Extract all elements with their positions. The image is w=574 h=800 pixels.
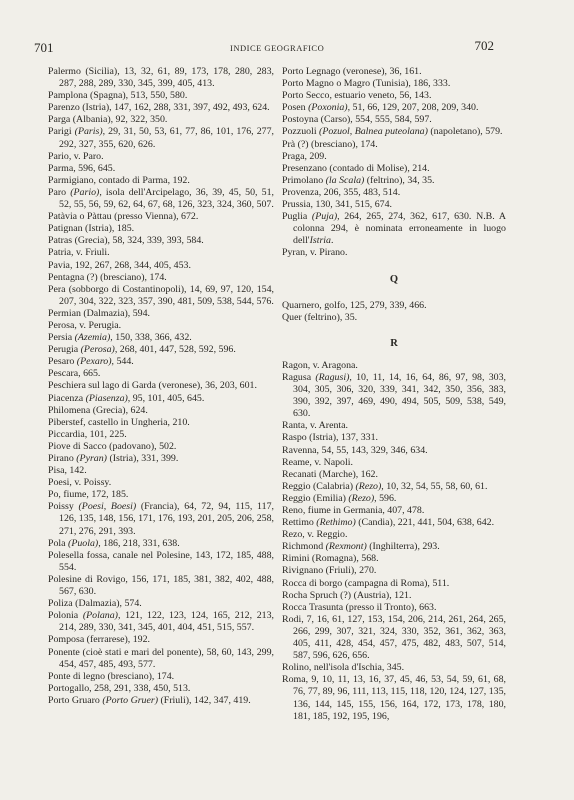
entry-text: , 10, 11, 14, 16, 64, 86, 97, 98, 303, 304, 305, 306, 320, 339, 341, 342, 350, 356, 383, 390, 392, 397, 469, 490, 494, 505, 509, 538, 549, 630. bbox=[293, 371, 506, 420]
entry-text: Poesi, v. Poissy. bbox=[48, 477, 112, 489]
entry-variant-name: (Rexmont) bbox=[325, 541, 367, 553]
entry-text: Quarnero, golfo, 125, 279, 339, 466. bbox=[282, 299, 427, 311]
index-entry bbox=[48, 272, 274, 284]
entry-text: , isola dell'Arcipelago, 36, 39, 45, 50, 51, 52, 55, 56, 59, 62, 64, 67, 68, 126, 323, 324, 360, 507. bbox=[59, 186, 274, 211]
entry-variant-name: (Pexaro) bbox=[76, 356, 112, 368]
index-entry bbox=[282, 102, 506, 114]
entry-text: Pyran, v. Pirano. bbox=[282, 247, 348, 259]
entry-text: , 264, 265, 274, 362, 617, 630. N.B. A colonna 294, è nominata erroneamente in luogo dell' bbox=[293, 211, 506, 247]
entry-text: Ravenna, 54, 55, 143, 329, 346, 634. bbox=[282, 444, 428, 456]
entry-text: Reame, v. Napoli. bbox=[282, 456, 353, 468]
entry-text: Poliza (Dalmazia), 574. bbox=[48, 598, 142, 610]
entry-text: , 544. bbox=[111, 356, 134, 368]
entry-text: Pola bbox=[48, 537, 69, 549]
entry-text: Richmond bbox=[282, 541, 326, 553]
entry-text: Ponte di legno (bresciano), 174. bbox=[48, 670, 175, 682]
index-entry bbox=[282, 163, 506, 175]
entry-text: Parenzo (Istria), 147, 162, 288, 331, 397, 492, 493, 624. bbox=[48, 102, 270, 114]
index-entry bbox=[48, 550, 274, 574]
index-entry bbox=[48, 417, 274, 429]
index-entry bbox=[282, 199, 506, 211]
entry-text: Perugia bbox=[48, 344, 81, 356]
page-number-right: 702 bbox=[474, 38, 494, 53]
index-entry bbox=[48, 405, 274, 417]
entry-text: Pario, v. Paro. bbox=[48, 150, 104, 162]
entry-text: Reno, fiume in Germania, 407, 478. bbox=[282, 505, 425, 516]
entry-text: Philomena (Grecia), 624. bbox=[48, 404, 148, 416]
index-entry bbox=[48, 211, 274, 223]
index-entry bbox=[48, 501, 274, 537]
entry-variant-name: (Puola) bbox=[68, 537, 99, 549]
entry-text: Polesine di Rovigo, 156, 171, 185, 381, 382, 402, 488, 567, 630. bbox=[48, 573, 274, 598]
index-entry bbox=[282, 578, 506, 590]
entry-text: Patàvia o Pàttau (presso Vienna), 672. bbox=[48, 211, 199, 223]
index-entry bbox=[48, 465, 274, 477]
index-entry bbox=[282, 114, 506, 126]
index-entry bbox=[48, 320, 274, 332]
entry-text: Ponente (cioè stati e mari del ponente), 58, 60, 143, 299, 454, 457, 485, 493, 577. bbox=[48, 646, 274, 670]
entry-text: Pentagna (?) (bresciano), 174. bbox=[48, 271, 167, 283]
index-entry bbox=[282, 247, 506, 259]
index-entry bbox=[48, 235, 274, 247]
entry-text: Pozzuoli bbox=[282, 126, 320, 138]
index-entry bbox=[48, 647, 274, 671]
entry-text: Piccardia, 101, 225. bbox=[48, 428, 127, 440]
entry-text: Rocha Spruch (?) (Austria), 121. bbox=[282, 589, 412, 601]
entry-text: Praga, 209. bbox=[282, 150, 327, 162]
entry-text: Palermo (Sicilia), 13, 32, 61, 89, 173, 178, 280, 283, 287, 288, 289, 330, 345, 399, 405, 413. bbox=[48, 66, 274, 90]
index-entry bbox=[282, 211, 506, 247]
index-entry bbox=[48, 429, 274, 441]
entry-variant-name: (Pario) bbox=[70, 186, 100, 198]
index-entry bbox=[48, 151, 274, 163]
entry-text: Portogallo, 258, 291, 338, 450, 513. bbox=[48, 682, 191, 694]
right-column-r-entries bbox=[282, 360, 506, 723]
index-entry bbox=[282, 139, 506, 151]
index-entry bbox=[48, 356, 274, 368]
entry-text: (feltrino), 34, 35. bbox=[364, 174, 435, 186]
entry-text: Pisa, 142. bbox=[48, 465, 87, 477]
entry-text: Porto Magno o Magro (Tunisia), 186, 333. bbox=[282, 78, 451, 90]
entry-text: Pesaro bbox=[48, 356, 77, 368]
index-entry bbox=[282, 614, 506, 662]
entry-text: , 29, 31, 50, 53, 61, 77, 86, 101, 176, 277, 292, 327, 355, 620, 626. bbox=[59, 126, 274, 150]
index-entry bbox=[48, 247, 274, 259]
index-entry bbox=[48, 368, 274, 380]
index-entry bbox=[282, 662, 506, 674]
entry-text: Patras (Grecia), 58, 324, 339, 393, 584. bbox=[48, 235, 204, 247]
index-entry bbox=[48, 260, 274, 272]
entry-text: Parma, 596, 645. bbox=[48, 162, 116, 174]
index-entry bbox=[48, 332, 274, 344]
index-entry bbox=[282, 553, 506, 565]
index-entry bbox=[48, 538, 274, 550]
index-entry bbox=[48, 683, 274, 695]
entry-variant-name: (Rezo) bbox=[348, 492, 375, 504]
index-entry bbox=[282, 90, 506, 102]
index-entry bbox=[282, 590, 506, 602]
index-entry bbox=[282, 420, 506, 432]
entry-text: Parga (Albania), 92, 322, 350. bbox=[48, 114, 168, 126]
entry-text: Reggio (Calabria) bbox=[282, 480, 356, 492]
entry-text: Pamplona (Spagna), 513, 550, 580. bbox=[48, 90, 188, 102]
entry-text: Ragon, v. Aragona. bbox=[282, 359, 358, 371]
entry-text: Prussia, 130, 341, 515, 674. bbox=[282, 199, 392, 211]
index-entry bbox=[282, 481, 506, 493]
index-entry bbox=[48, 90, 274, 102]
entry-text: Pescara, 665. bbox=[48, 368, 101, 380]
entry-text: (Inghilterra), 293. bbox=[366, 541, 440, 553]
entry-variant-name: (la Scala) bbox=[325, 174, 365, 186]
entry-text: Presenzano (contado di Molise), 214. bbox=[282, 162, 430, 174]
entry-text: , 51, 66, 129, 207, 208, 209, 340. bbox=[347, 102, 479, 114]
index-entry bbox=[48, 634, 274, 646]
entry-variant-name: (Ragusi) bbox=[315, 371, 350, 383]
index-entry bbox=[282, 445, 506, 457]
entry-text: Porto Secco, estuario veneto, 56, 143. bbox=[282, 90, 432, 102]
page-number-left: 701 bbox=[34, 40, 54, 55]
index-entry bbox=[48, 671, 274, 683]
entry-text: Porto Legnago (veronese), 36, 161. bbox=[282, 66, 422, 77]
entry-text: Primolano bbox=[282, 174, 326, 186]
index-entry bbox=[48, 393, 274, 405]
index-entry bbox=[282, 175, 506, 187]
entry-text: Rezo, v. Reggio. bbox=[282, 529, 348, 541]
entry-text: Rettimo bbox=[282, 517, 317, 529]
entry-variant-name: (Poxonia) bbox=[308, 102, 348, 114]
index-entry bbox=[282, 529, 506, 541]
index-entry bbox=[282, 360, 506, 372]
entry-text: , 121, 122, 123, 124, 165, 212, 213, 214, 289, 330, 341, 345, 401, 404, 451, 515, 557. bbox=[59, 610, 274, 634]
index-entry bbox=[48, 102, 274, 114]
index-entry bbox=[282, 78, 506, 90]
index-entry bbox=[282, 517, 506, 529]
entry-text: Recanati (Marche), 162. bbox=[282, 468, 378, 480]
entry-variant-name: (Piasenza) bbox=[85, 392, 128, 404]
index-entry bbox=[48, 453, 274, 465]
entry-text: Piacenza bbox=[48, 392, 86, 404]
index-entry bbox=[48, 175, 274, 187]
section-letter-r: R bbox=[390, 337, 398, 349]
index-entry bbox=[48, 380, 274, 392]
entry-text: (Candia), 221, 441, 504, 638, 642. bbox=[355, 517, 495, 529]
entry-text: Postoyna (Carso), 554, 555, 584, 597. bbox=[282, 114, 432, 126]
section-letter-q: Q bbox=[389, 273, 399, 285]
entry-text: , 268, 401, 447, 528, 592, 596. bbox=[114, 344, 236, 356]
entry-text: Prà (?) (bresciano), 174. bbox=[282, 138, 378, 150]
index-entry bbox=[48, 308, 274, 320]
entry-text: Rocca di borgo (campagna di Roma), 511. bbox=[282, 577, 450, 589]
entry-text: . bbox=[331, 235, 334, 247]
entry-text: Polonia bbox=[48, 610, 83, 622]
index-entry bbox=[282, 126, 506, 138]
entry-text: Patria, v. Friuli. bbox=[48, 247, 110, 259]
index-entry bbox=[282, 469, 506, 481]
entry-text: Piberstef, castello in Ungheria, 210. bbox=[48, 416, 190, 428]
entry-text: Pirano bbox=[48, 453, 77, 464]
entry-text: Parmigiano, contado di Parma, 192. bbox=[48, 174, 190, 186]
index-entry bbox=[48, 163, 274, 175]
entry-variant-name: (Pyran) bbox=[76, 453, 107, 464]
entry-text: Piove di Sacco (padovano), 502. bbox=[48, 440, 177, 452]
entry-text: Pomposa (ferrarese), 192. bbox=[48, 634, 151, 646]
entry-text: Posen bbox=[282, 102, 309, 114]
entry-variant-name: (Porto Gruer) bbox=[102, 694, 158, 706]
entry-text: Raspo (Istria), 137, 331. bbox=[282, 432, 378, 444]
entry-text: , 186, 218, 331, 638. bbox=[98, 537, 180, 549]
index-entry bbox=[48, 66, 274, 90]
entry-text: , 95, 101, 405, 645. bbox=[127, 392, 205, 404]
index-entry bbox=[282, 565, 506, 577]
index-entry bbox=[48, 574, 274, 598]
running-title: INDICE GEOGRAFICO bbox=[230, 43, 325, 53]
entry-text: (Friuli), 142, 347, 419. bbox=[158, 694, 251, 706]
entry-text: Peschiera sul lago di Garda (veronese), 36, 203, 601. bbox=[48, 380, 257, 392]
entry-variant-name: (Puja) bbox=[311, 211, 338, 223]
index-entry bbox=[282, 312, 506, 324]
entry-text: (napoletano), 579. bbox=[427, 126, 503, 138]
index-entry bbox=[48, 126, 274, 150]
entry-text: Ranta, v. Arenta. bbox=[282, 420, 348, 432]
right-column bbox=[282, 66, 506, 723]
entry-variant-name: (Azemia) bbox=[74, 332, 111, 344]
entry-text: Puglia bbox=[282, 211, 312, 223]
index-entry bbox=[282, 151, 506, 163]
index-entry bbox=[48, 489, 274, 501]
entry-text: Provenza, 206, 355, 483, 514. bbox=[282, 186, 401, 198]
index-entry bbox=[282, 541, 506, 553]
entry-variant-name: (Polana) bbox=[82, 610, 118, 622]
entry-text: Polesella fossa, canale nel Polesine, 143, 172, 185, 488, 554. bbox=[48, 549, 274, 573]
entry-text: Perosa, v. Perugia. bbox=[48, 319, 122, 331]
index-entry bbox=[282, 674, 506, 722]
entry-text: Rocca Trasunta (presso il Tronto), 663. bbox=[282, 601, 437, 613]
entry-text: Porto Gruaro bbox=[48, 694, 103, 706]
index-entry bbox=[48, 477, 274, 489]
entry-text: Poissy bbox=[48, 501, 79, 513]
index-entry bbox=[48, 223, 274, 235]
index-entry bbox=[282, 505, 506, 517]
entry-text: Permian (Dalmazia), 594. bbox=[48, 307, 151, 319]
index-entry bbox=[48, 695, 274, 707]
index-entry bbox=[282, 457, 506, 469]
entry-text: Rimini (Romagna), 568. bbox=[282, 553, 379, 565]
index-entry bbox=[282, 372, 506, 420]
entry-text: , 10, 32, 54, 55, 58, 60, 61. bbox=[381, 480, 488, 492]
entry-text: Reggio (Emilia) bbox=[282, 492, 349, 504]
index-entry bbox=[48, 441, 274, 453]
entry-text: Patignan (Istria), 185. bbox=[48, 223, 135, 235]
right-column-q-entries bbox=[282, 300, 506, 324]
entry-text: Paro bbox=[48, 186, 71, 198]
entry-variant-name: (Pozuol, Balnea puteolana) bbox=[319, 126, 428, 138]
page-header bbox=[0, 40, 574, 60]
index-entry bbox=[48, 344, 274, 356]
entry-text: , 150, 338, 366, 432. bbox=[110, 332, 192, 344]
entry-text: Pera (sobborgo di Costantinopoli), 14, 69, 97, 120, 154, 207, 304, 322, 323, 357, 390, 481, 509, 538, 544, 576. bbox=[48, 283, 274, 307]
entry-text: (Francia), 64, 72, 94, 115, 117, 126, 135, 148, 156, 171, 176, 193, 201, 205, 206, 258, 271, 276, 291, 393. bbox=[59, 501, 274, 537]
entry-variant-name: (Rethimo) bbox=[316, 517, 356, 529]
entry-text: Po, fiume, 172, 185. bbox=[48, 489, 129, 501]
entry-text: Roma, 9, 10, 11, 13, 16, 37, 45, 46, 53, 54, 59, 61, 68, 76, 77, 89, 96, 111, 113, 115, 118, 120, 124, 127, 135, 136, 144, 145, 155, 156, 164, 172, 173, 178, 180, 181, 185, 192, 195, 196, bbox=[282, 674, 506, 722]
entry-text: Pavia, 192, 267, 268, 344, 405, 453. bbox=[48, 259, 191, 271]
entry-text: Persia bbox=[48, 332, 75, 344]
index-entry bbox=[282, 187, 506, 199]
entry-variant-name: (Perosa) bbox=[80, 344, 115, 356]
index-entry bbox=[282, 602, 506, 614]
index-entry bbox=[282, 432, 506, 444]
entry-variant-name: (Poesi, Boesi) bbox=[78, 501, 137, 513]
right-column-p-entries bbox=[282, 66, 506, 260]
index-entry bbox=[48, 610, 274, 634]
entry-text: Rodi, 7, 16, 61, 127, 153, 154, 206, 214, 261, 264, 265, 266, 299, 307, 321, 324, 330, 352, 361, 362, 363, 405, 411, 428, 454, 457, 475, 482, 483, 507, 514, 587, 596, 626, 656. bbox=[282, 613, 506, 662]
left-column bbox=[48, 66, 274, 707]
entry-variant-name: (Rezo) bbox=[355, 480, 382, 492]
entry-text: Ragusa bbox=[282, 371, 316, 383]
entry-text: Parigi bbox=[48, 126, 75, 138]
entry-text: Quer (feltrino), 35. bbox=[282, 311, 358, 323]
entry-variant-name: Istria bbox=[309, 235, 331, 247]
index-entry bbox=[48, 284, 274, 308]
entry-variant-name: (Paris) bbox=[74, 126, 103, 138]
index-entry bbox=[282, 300, 506, 312]
index-entry bbox=[48, 598, 274, 610]
entry-text: (Istria), 331, 399. bbox=[106, 453, 179, 464]
entry-text: Rivignano (Friuli), 270. bbox=[282, 565, 377, 577]
index-entry bbox=[282, 66, 506, 78]
index-entry bbox=[282, 493, 506, 505]
entry-text: , 596. bbox=[374, 492, 397, 504]
entry-text: Rolino, nell'isola d'Ischia, 345. bbox=[282, 662, 405, 674]
index-entry bbox=[48, 187, 274, 211]
index-entry bbox=[48, 114, 274, 126]
